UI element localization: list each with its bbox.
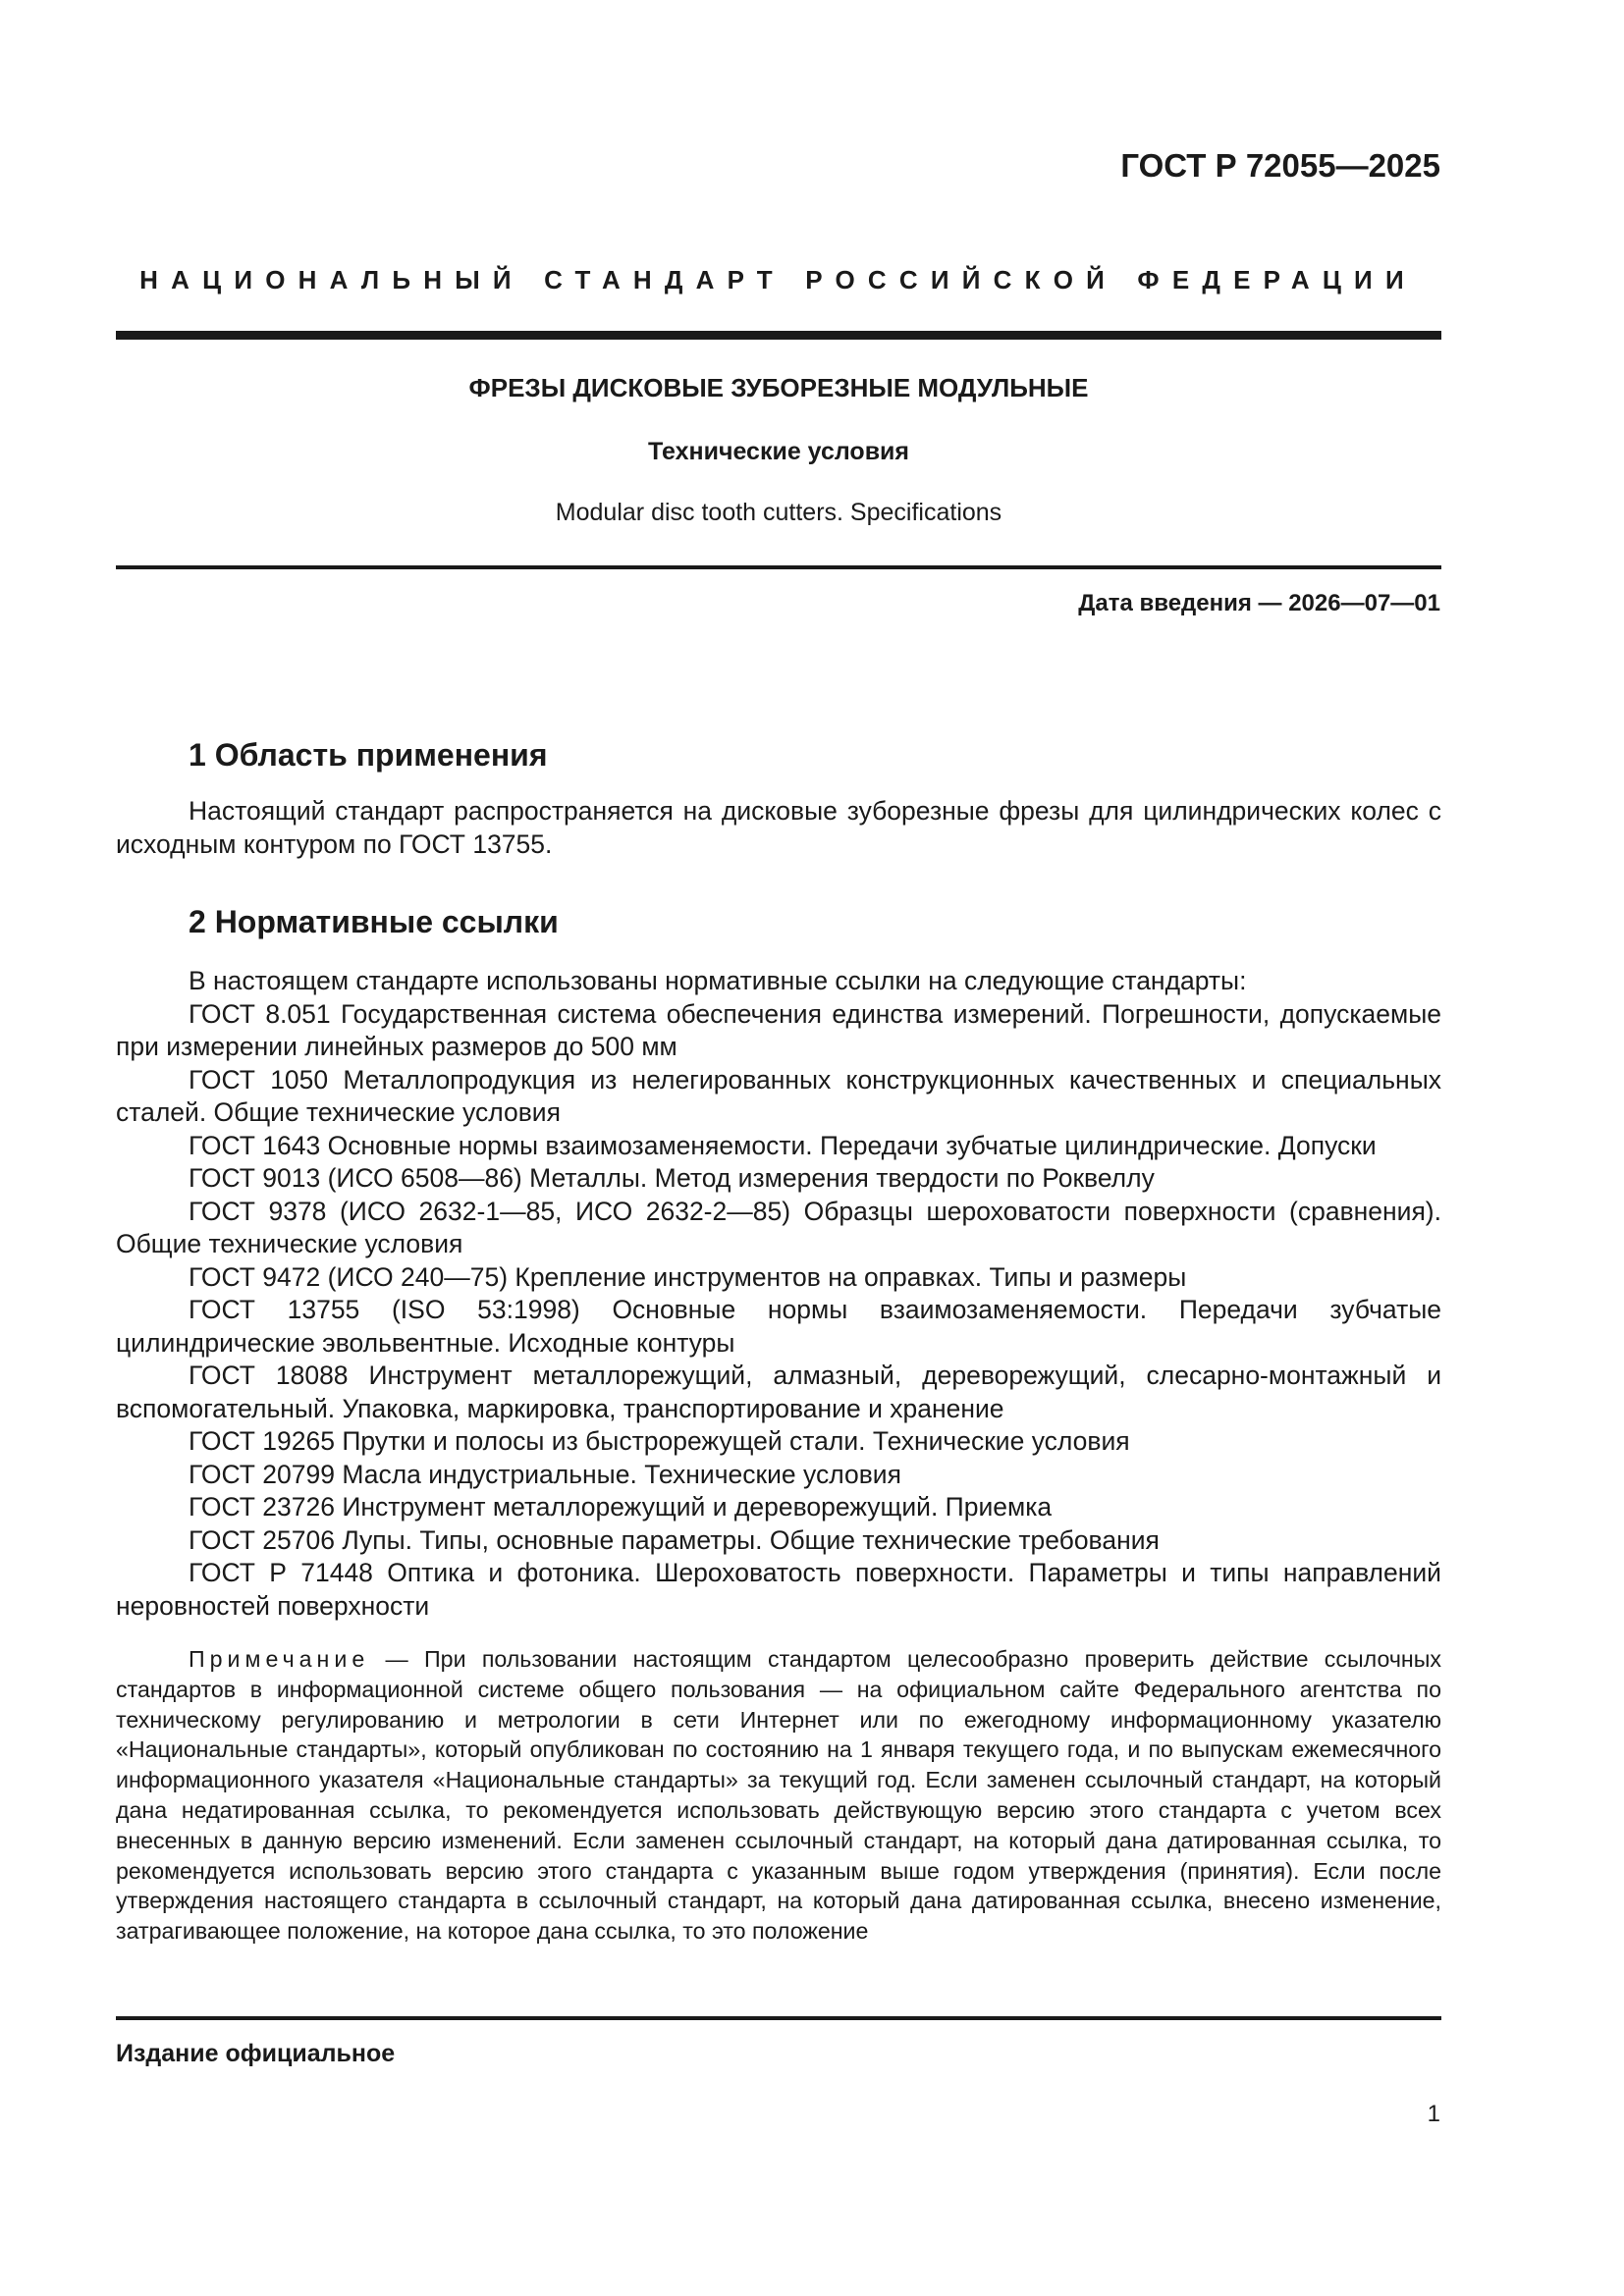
reference-item: ГОСТ 13755 (ISO 53:1998) Основные нормы взаимозаменяемости. Передачи зубчатые цилиндрические эвольвентные. Исходные контуры	[116, 1295, 1441, 1358]
document-title: ФРЕЗЫ ДИСКОВЫЕ ЗУБОРЕЗНЫЕ МОДУЛЬНЫЕ	[468, 373, 1089, 402]
page-number: 1	[1427, 2101, 1440, 2127]
reference-item: ГОСТ 8.051 Государственная система обеспечения единства измерений. Погрешности, допускаемые при измерении линейных размеров до 500 мм	[116, 998, 1441, 1061]
reference-item: ГОСТ 23726 Инструмент металлорежущий и дереворежущий. Приемка	[189, 1492, 1053, 1522]
references-intro: В настоящем стандарте использованы нормативные ссылки на следующие стандарты:	[189, 966, 1247, 995]
introduction-date: Дата введения — 2026—07—01	[1078, 590, 1440, 616]
title-divider	[116, 565, 1441, 569]
document-subtitle: Технические условия	[647, 438, 910, 465]
reference-item: ГОСТ 9013 (ИСО 6508—86) Металлы. Метод измерения твердости по Роквеллу	[189, 1163, 1155, 1193]
reference-item: ГОСТ 1050 Металлопродукция из нелегированных конструкционных качественных и специальных сталей. Общие технические условия	[116, 1064, 1441, 1127]
reference-item: ГОСТ 18088 Инструмент металлорежущий, алмазный, дереворежущий, слесарно-монтажный и вспомогательный. Упаковка, маркировка, транспортирование и хранение	[116, 1361, 1441, 1423]
note-paragraph	[116, 1644, 1441, 1947]
reference-item: ГОСТ 9378 (ИСО 2632-1—85, ИСО 2632-2—85) Образцы шероховатости поверхности (сравнения). Общие технические условия	[116, 1196, 1441, 1258]
note-label: Примечание	[189, 1646, 370, 1672]
reference-item: ГОСТ Р 71448 Оптика и фотоника. Шероховатость поверхности. Параметры и типы направлений неровностей поверхности	[116, 1558, 1441, 1621]
section-1-heading: 1 Область применения	[189, 737, 548, 773]
reference-item: ГОСТ 9472 (ИСО 240—75) Крепление инструментов на оправках. Типы и размеры	[189, 1261, 1187, 1292]
section-2-heading: 2 Нормативные ссылки	[189, 904, 559, 939]
national-standard-banner: НАЦИОНАЛЬНЫЙ СТАНДАРТ РОССИЙСКОЙ ФЕДЕРАЦИИ	[139, 265, 1417, 294]
reference-item: ГОСТ 19265 Прутки и полосы из быстрорежущей стали. Технические условия	[189, 1426, 1130, 1456]
official-edition-label: Издание официальное	[116, 2040, 396, 2067]
references-list	[116, 965, 1441, 1623]
top-divider	[116, 331, 1441, 340]
reference-item: ГОСТ 20799 Масла индустриальные. Технические условия	[189, 1459, 901, 1489]
footer-divider	[116, 2016, 1441, 2020]
section-1-body	[116, 795, 1441, 861]
note-text: — При пользовании настоящим стандартом целесообразно проверить действие ссылочных стандартов в информационной системе общего пользования — на официальном сайте Федерального агентства по техническому регулированию и метрологии в сети Интернет или по ежегодному информационному указателю «Национальные стандарты», который опубликован по состоянию на 1 января текущего года, и по выпускам ежемесячного информационного указателя «Национальные стандарты» за текущий год. Если заменен ссылочный стандарт, на который дана недатированная ссылка, то рекомендуется использовать действующую версию этого стандарта с учетом всех внесенных в данную версию изменений. Если заменен ссылочный стандарт, на который дана датированная ссылка, то рекомендуется использовать версию этого стандарта с указанным выше годом утверждения (принятия). Если после утверждения настоящего стандарта в ссылочный стандарт, на который дана датированная ссылка, внесено изменение, затрагивающее положение, на которое дана ссылка, то это положение	[116, 1646, 1441, 1945]
reference-item: ГОСТ 1643 Основные нормы взаимозаменяемости. Передачи зубчатые цилиндрические. Допуски	[189, 1130, 1377, 1160]
standard-code: ГОСТ Р 72055—2025	[1120, 147, 1440, 184]
reference-item: ГОСТ 25706 Лупы. Типы, основные параметры. Общие технические требования	[189, 1524, 1160, 1555]
english-title: Modular disc tooth cutters. Specifications	[555, 499, 1002, 526]
section-1-paragraph: Настоящий стандарт распространяется на дисковые зуборезные фрезы для цилиндрических колес с исходным контуром по ГОСТ 13755.	[116, 796, 1441, 859]
